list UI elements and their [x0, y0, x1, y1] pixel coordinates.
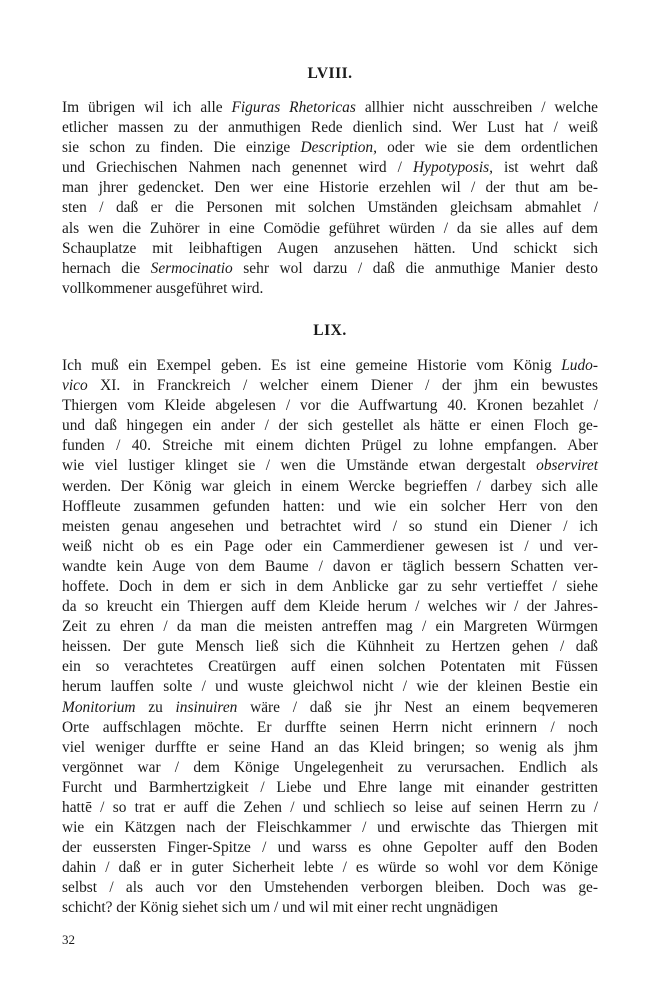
text-segment: selbst / als auch vor den Umstehenden verborgen bleiben. Doch was ge- [62, 879, 598, 897]
text-line [62, 597, 598, 617]
text-segment: vergönnet war / dem Könige Ungelegenheit zu verursachen. Endlich als [62, 758, 598, 776]
text-line [62, 898, 598, 918]
text-line [62, 219, 598, 239]
text-segment: viel weniger durffte er seine Hand an das Kleid bringen; so wenig als jhm [62, 738, 598, 756]
text-segment: heissen. Der gute Mensch ließ sich die Kühnheit zu Hertzen gehen / daß [62, 638, 598, 656]
text-line [62, 436, 598, 456]
paragraph-lviii [62, 98, 598, 299]
text-segment: ein so verachtetes Creatürgen auff einen solchen Potentaten mit Füssen [62, 658, 598, 676]
text-segment: sehr wol darzu / daß die anmuthige Manier desto [232, 259, 598, 277]
paragraph-lix [62, 356, 598, 919]
text-line [62, 738, 598, 758]
text-line [62, 158, 598, 178]
text-line [62, 677, 598, 697]
text-segment: schicht? der König siehet sich um / und wil mit einer recht ungnädigen [62, 899, 498, 917]
text-line [62, 239, 598, 259]
text-line [62, 517, 598, 537]
page-number: 32 [62, 932, 75, 947]
text-line [62, 698, 598, 718]
text-line [62, 858, 598, 878]
italic-text: Ludo- [561, 356, 598, 374]
text-segment: man jhrer gedencket. Den wer eine Historie erzehlen wil / der thut am be- [62, 179, 598, 197]
text-line [62, 657, 598, 677]
text-line [62, 818, 598, 838]
text-line [62, 356, 598, 376]
text-segment: Ich muß ein Exempel geben. Es ist eine gemeine Historie vom König [62, 356, 562, 374]
text-segment: oder wie sie dem ordentlichen [376, 139, 598, 157]
section-heading-lix: LIX. [313, 321, 347, 339]
text-line [62, 798, 598, 818]
text-line [62, 259, 598, 279]
text-line [62, 98, 598, 118]
text-segment: und daß hingegen ein ander / der sich gestellet als hätte er einen Floch ge- [62, 417, 598, 435]
text-segment: wäre / daß sie jhr Nest an einem beqvemeren [237, 698, 598, 716]
text-segment: meisten genau angesehen und betrachtet wird / so stund ein Diener / ich [62, 517, 598, 535]
text-segment: allhier nicht ausschreiben / welche [355, 99, 598, 116]
text-segment: herum lauffen solte / und wuste gleichwol nicht / wie der kleinen Bestie ein [62, 678, 598, 696]
text-segment: Hoffleute zusammen gefunden hatten: und wie ein solcher Herr von den [62, 497, 598, 515]
italic-text: Description, [300, 139, 377, 157]
text-line [62, 396, 598, 416]
text-line [62, 497, 598, 517]
text-segment: Zeit zu ehren / da man die meisten antreffen mag / ein Margreten Würmgen [62, 618, 598, 636]
text-segment: hattē / so trat er auff die Zehen / und schliech so leise auf seinen Herrn zu / [62, 799, 598, 816]
text-segment: als wen die Zuhörer in eine Comödie geführet würden / da sie alles auf dem [62, 219, 598, 237]
text-segment: Im übrigen wil ich alle [62, 99, 232, 116]
text-line [62, 198, 598, 218]
text-segment: und Griechischen Nahmen nach genennet wird / [62, 159, 414, 177]
text-line [62, 118, 598, 138]
text-segment: zu [135, 698, 176, 716]
text-segment: etlicher massen zu der anmuthigen Rede dienlich sind. Wer Lust hat / weiß [62, 119, 598, 137]
text-segment: hernach die [62, 259, 151, 277]
italic-text: Figuras Rhetoricas [231, 99, 356, 116]
text-segment: vollkommener ausgeführet wird. [62, 279, 264, 297]
text-segment: Schauplatze mit leibhaftigen Augen anzusehen hätten. Und schickt sich [62, 239, 598, 257]
italic-text: vico [62, 377, 88, 395]
text-line [62, 637, 598, 657]
italic-text: Hypotyposis, [413, 159, 493, 177]
text-segment: ist wehrt daß [492, 159, 598, 177]
text-line [62, 557, 598, 577]
text-segment: dahin / daß er in guter Sicherheit lebte / es würde so wohl vor dem Könige [62, 859, 598, 877]
text-line [62, 878, 598, 898]
text-line [62, 778, 598, 798]
text-segment: funden / 40. Streiche mit einem dichten Prügel zu lohne empfangen. Aber [62, 437, 598, 455]
italic-text: Sermocinatio [150, 259, 233, 277]
text-segment: hoffete. Doch in dem er sich in dem Anblicke gar zu sehr vertieffet / siehe [62, 577, 598, 595]
text-segment: der eussersten Finger-Spitze / und warss es ohne Gepolter auff den Boden [62, 839, 598, 857]
text-segment: Orte auffschlagen möchte. Er durffte seinen Herrn nicht erinnern / noch [62, 718, 598, 736]
text-segment: XI. in Franckreich / welcher einem Diener / der jhm ein bewustes [87, 377, 598, 395]
text-segment: Furcht und Barmhertzigkeit / Liebe und Ehre lange mit einander gestritten [62, 778, 598, 796]
text-segment: wandte kein Auge von dem Baume / davon er täglich bessern Schatten ver- [62, 557, 598, 575]
document-page [62, 62, 598, 919]
text-segment: sie schon zu finden. Die einzige [62, 139, 301, 157]
text-line [62, 279, 598, 299]
text-segment: werden. Der König war gleich in einem Wercke begrieffen / darbey sich alle [62, 477, 598, 495]
text-segment: wie viel lustiger klinget sie / wen die Umstände etwan dergestalt [62, 457, 537, 475]
section-heading-lviii: LVIII. [307, 65, 353, 82]
text-line [62, 376, 598, 396]
text-segment: weiß nicht ob es ein Page oder ein Cammerdiener gewesen ist / und ver- [62, 537, 598, 555]
text-line [62, 416, 598, 436]
text-line [62, 537, 598, 557]
text-line [62, 838, 598, 858]
text-segment: da so kreucht ein Thiergen auff dem Kleide herum / welches wir / der Jahres- [62, 598, 598, 616]
text-line [62, 456, 598, 476]
text-line [62, 477, 598, 497]
italic-text: insinuiren [175, 698, 238, 716]
text-line [62, 758, 598, 778]
text-line [62, 138, 598, 158]
italic-text: observiret [536, 457, 598, 475]
text-line [62, 718, 598, 738]
text-segment: Thiergen vom Kleide abgelesen / vor die Auffwartung 40. Kronen bezahlet / [62, 397, 598, 415]
text-segment: sten / daß er die Personen mit solchen Umständen gleichsam abmahlet / [62, 199, 598, 217]
text-line [62, 617, 598, 637]
text-segment: wie ein Kätzgen nach der Fleischkammer / und erwischte das Thiergen mit [62, 819, 598, 837]
text-line [62, 577, 598, 597]
text-line [62, 178, 598, 198]
italic-text: Monitorium [62, 698, 136, 716]
